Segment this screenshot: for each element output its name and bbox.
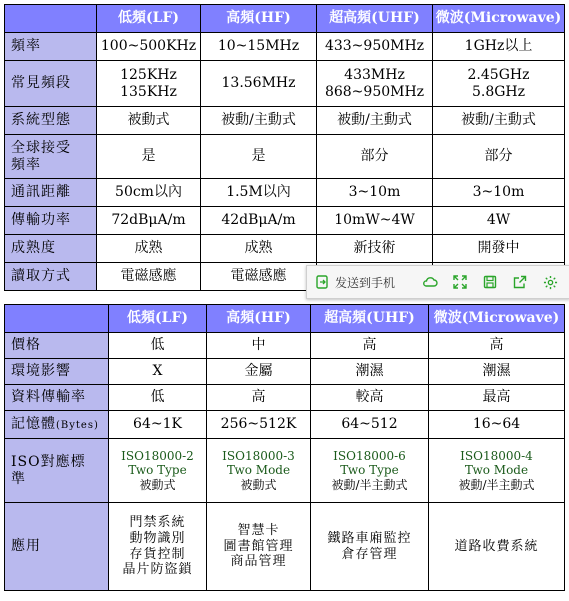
iso-type: Two Mode [464, 463, 529, 478]
send-to-phone-label: 发送到手机 [335, 275, 396, 290]
table-cell: 64~1K [109, 411, 207, 439]
row-label-power: 傳輸功率 [5, 207, 97, 235]
row-label-price: 價格 [5, 333, 109, 359]
table-cell: 低 [109, 385, 207, 411]
table-row [5, 439, 565, 503]
table-cell: 鐵路車廂監控 倉存管理 [311, 503, 429, 591]
table-cell: 道路收費系統 [429, 503, 565, 591]
table-cell: 被動/主動式 [317, 107, 433, 135]
table-cell: 較高 [311, 385, 429, 411]
row-label-global-acceptance: 全球接受 頻率 [5, 135, 97, 179]
iso-type: Two Type [340, 463, 399, 478]
iso-cell [207, 439, 311, 503]
column-header-microwave: 微波(Microwave) [429, 305, 565, 333]
row-label-memory-unit: (Bytes) [56, 420, 99, 432]
table-cell: 中 [207, 333, 311, 359]
table-cell: 1GHz以上 [433, 33, 565, 61]
table-cell: 3~10m [433, 179, 565, 207]
table-cell: 256~512K [207, 411, 311, 439]
iso-cell [429, 439, 565, 503]
table-cell: 部分 [433, 135, 565, 179]
table-cell: 部分 [317, 135, 433, 179]
table-cell: 開發中 [433, 235, 565, 263]
table-cell: 16~64 [429, 411, 565, 439]
table-cell: 10mW~4W [317, 207, 433, 235]
save-icon [483, 275, 497, 289]
table-row [5, 235, 565, 263]
table-cell: 低 [109, 333, 207, 359]
row-label-environment: 環境影響 [5, 359, 109, 385]
iso-standard: ISO18000-3 [222, 448, 295, 463]
table-cell: 智慧卡 圖書館管理 商品管理 [207, 503, 311, 591]
table-row [5, 411, 565, 439]
table-cell: 1.5M以內 [201, 179, 317, 207]
iso-standard: ISO18000-4 [460, 448, 533, 463]
table-cell: 高 [207, 385, 311, 411]
table-cell: 潮濕 [429, 359, 565, 385]
table-row [5, 333, 565, 359]
send-to-phone-icon [315, 275, 329, 289]
table-cell: 42dBμA/m [201, 207, 317, 235]
table-cell: 高 [311, 333, 429, 359]
table-cell: X [109, 359, 207, 385]
cloud-button[interactable] [415, 267, 445, 297]
iso-mode: 被動/半主動式 [458, 477, 535, 492]
corner-header [5, 5, 97, 33]
table-row [5, 207, 565, 235]
table-row [5, 359, 565, 385]
table-cell: 是 [201, 135, 317, 179]
iso-type: Two Type [128, 463, 187, 478]
column-header-microwave: 微波(Microwave) [433, 5, 565, 33]
expand-button[interactable] [445, 267, 475, 297]
table-cell: 被動/主動式 [201, 107, 317, 135]
table-cell: 高 [429, 333, 565, 359]
settings-button[interactable] [535, 267, 565, 297]
row-label-iso-standard: ISO對應標 準 [5, 439, 109, 503]
table-cell: 125KHz 135KHz [97, 61, 201, 107]
table-row [5, 33, 565, 61]
row-label-maturity: 成熟度 [5, 235, 97, 263]
settings-icon [543, 275, 558, 290]
table-cell: 成熟 [97, 235, 201, 263]
table-cell: 電磁感應 [201, 263, 317, 291]
table-cell: 4W [433, 207, 565, 235]
row-label-memory-text: 記憶體 [11, 416, 56, 433]
table-cell: 最高 [429, 385, 565, 411]
iso-standard: ISO18000-2 [121, 448, 194, 463]
iso-mode: 被動式 [240, 477, 277, 492]
table-cell: 成熟 [201, 235, 317, 263]
table-row [5, 385, 565, 411]
column-header-lf: 低頻(LF) [97, 5, 201, 33]
iso-type: Two Mode [226, 463, 291, 478]
table-cell: 是 [97, 135, 201, 179]
table-cell: 新技術 [317, 235, 433, 263]
floating-toolbar [306, 265, 569, 299]
expand-icon [453, 275, 467, 289]
table-cell: 64~512 [311, 411, 429, 439]
table-cell: 100~500KHz [97, 33, 201, 61]
table-header-row [5, 305, 565, 333]
table-cell: 2.45GHz 5.8GHz [433, 61, 565, 107]
table-cell: 72dBμA/m [97, 207, 201, 235]
row-label-read-method: 讀取方式 [5, 263, 97, 291]
row-label-range: 通訊距離 [5, 179, 97, 207]
column-header-hf: 高頻(HF) [207, 305, 311, 333]
table-row [5, 61, 565, 107]
table-row [5, 135, 565, 179]
send-to-phone-button[interactable] [307, 267, 415, 297]
row-label-system-type: 系統型態 [5, 107, 97, 135]
table-cell: 金屬 [207, 359, 311, 385]
row-label-common-bands: 常見頻段 [5, 61, 97, 107]
corner-header [5, 305, 109, 333]
column-header-uhf: 超高頻(UHF) [311, 305, 429, 333]
save-button[interactable] [475, 267, 505, 297]
table-row [5, 107, 565, 135]
table-header-row [5, 5, 565, 33]
table-cell: 3~10m [317, 179, 433, 207]
table-cell: 被動式 [97, 107, 201, 135]
cloud-icon [422, 275, 438, 289]
column-header-hf: 高頻(HF) [201, 5, 317, 33]
table-row [5, 179, 565, 207]
table-cell: 潮濕 [311, 359, 429, 385]
table-cell: 433MHz 868~950MHz [317, 61, 433, 107]
row-label-data-rate: 資料傳輸率 [5, 385, 109, 411]
table-row [5, 503, 565, 591]
row-label-application: 應用 [5, 503, 109, 591]
column-header-uhf: 超高頻(UHF) [317, 5, 433, 33]
table-cell: 10~15MHz [201, 33, 317, 61]
table-cell: 被動/主動式 [433, 107, 565, 135]
iso-mode: 被動/半主動式 [331, 477, 408, 492]
table-cell: 13.56MHz [201, 61, 317, 107]
column-header-lf: 低頻(LF) [109, 305, 207, 333]
iso-cell [109, 439, 207, 503]
table-cell: 電磁感應 [97, 263, 201, 291]
row-label-memory [5, 411, 109, 439]
row-label-frequency: 頻率 [5, 33, 97, 61]
iso-standard: ISO18000-6 [333, 448, 406, 463]
table-cell: 50cm以內 [97, 179, 201, 207]
share-button[interactable] [505, 267, 535, 297]
iso-mode: 被動式 [139, 477, 176, 492]
table-cell: 門禁系統 動物識別 存貨控制 晶片防盜鎖 [109, 503, 207, 591]
table-cell: 433~950MHz [317, 33, 433, 61]
rfid-comparison-table-1 [4, 4, 565, 291]
share-icon [513, 275, 527, 289]
rfid-comparison-table-2 [4, 304, 565, 591]
iso-cell [311, 439, 429, 503]
